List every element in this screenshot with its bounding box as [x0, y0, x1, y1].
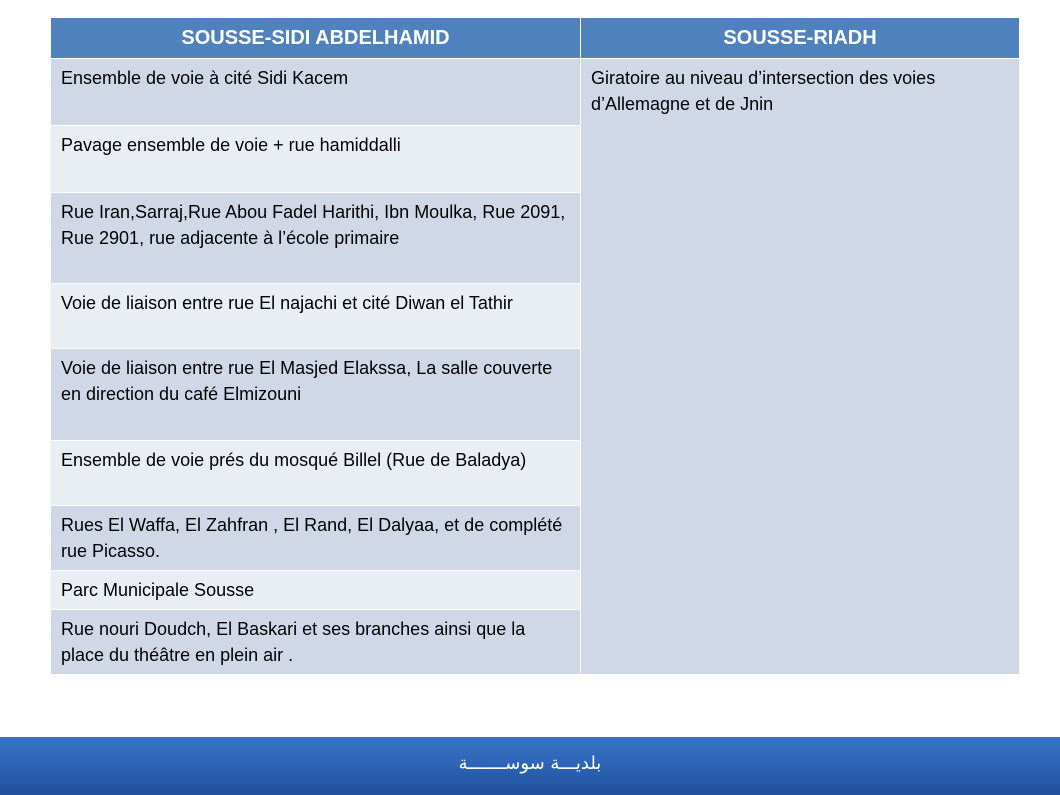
left-cell: Rues El Waffa, El Zahfran , El Rand, El Dalyaa, et de complété rue Picasso. [51, 506, 581, 571]
table-row [51, 59, 1020, 126]
left-cell: Rue nouri Doudch, El Baskari et ses branches ainsi que la place du théâtre en plein air . [51, 610, 581, 675]
right-cell: Giratoire au niveau d’intersection des voies d’Allemagne et de Jnin [581, 59, 1020, 675]
header-sidi-abdelhamid: SOUSSE-SIDI ABDELHAMID [51, 18, 581, 59]
left-cell: Voie de liaison entre rue El Masjed Elakssa, La salle couverte en direction du café Elmizouni [51, 349, 581, 441]
left-cell: Ensemble de voie prés du mosqué Billel (Rue de Baladya) [51, 441, 581, 506]
left-cell: Rue Iran,Sarraj,Rue Abou Fadel Harithi, Ibn Moulka, Rue 2091, Rue 2901, rue adjacente à l’école primaire [51, 193, 581, 284]
footer-bar [0, 737, 1060, 795]
table-header-row [51, 18, 1020, 59]
left-cell: Voie de liaison entre rue El najachi et cité Diwan el Tathir [51, 284, 581, 349]
projects-table [50, 17, 1020, 675]
left-cell: Ensemble de voie à cité Sidi Kacem [51, 59, 581, 126]
footer-municipality-name: بلديـــة سوســـــــة [458, 753, 602, 774]
left-cell: Pavage ensemble de voie + rue hamiddalli [51, 126, 581, 193]
left-cell: Parc Municipale Sousse [51, 571, 581, 610]
header-riadh: SOUSSE-RIADH [581, 18, 1020, 59]
